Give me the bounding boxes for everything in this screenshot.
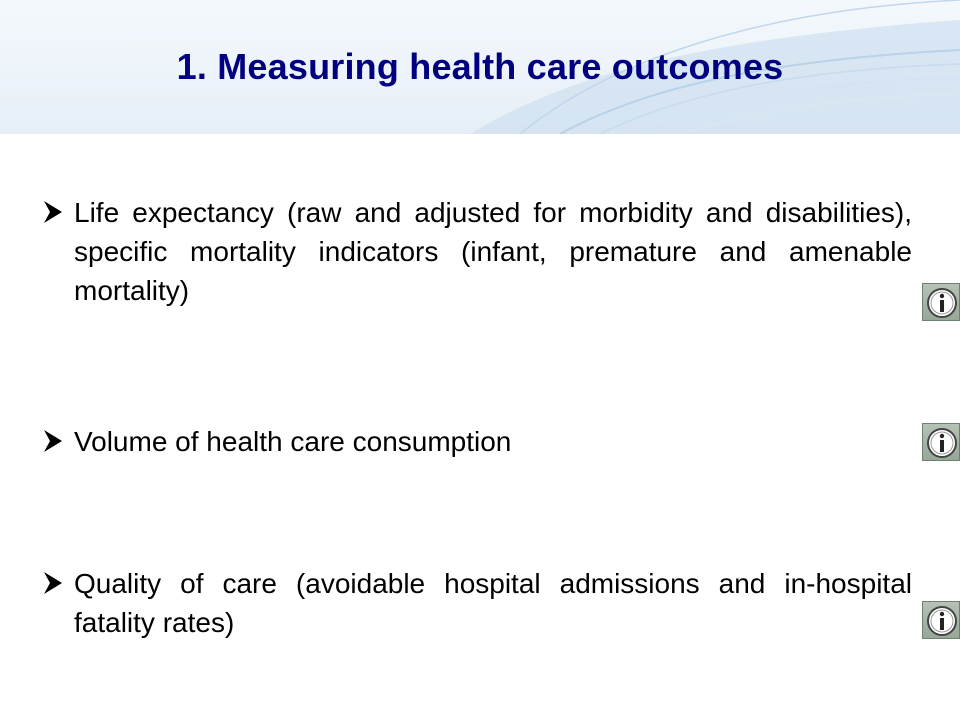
bullet-item-volume bbox=[42, 422, 912, 461]
bullet-item-quality bbox=[42, 564, 912, 642]
info-icon bbox=[925, 426, 959, 460]
info-button-quality[interactable] bbox=[922, 601, 960, 639]
arrow-bullet-icon bbox=[42, 426, 68, 456]
bullet-text: Life expectancy (raw and adjusted for morbidity and disabilities), specific mortality indicators (infant, premature and amenable mortality) bbox=[74, 197, 912, 306]
bullet-text: Quality of care (avoidable hospital admissions and in-hospital fatality rates) bbox=[74, 568, 912, 638]
info-button-volume[interactable] bbox=[922, 423, 960, 461]
info-icon bbox=[925, 604, 959, 638]
bullet-item-life-expectancy bbox=[42, 193, 912, 310]
arrow-bullet-icon bbox=[42, 568, 68, 598]
slide-title: 1. Measuring health care outcomes bbox=[176, 46, 784, 87]
info-icon bbox=[925, 286, 959, 320]
bullet-text: Volume of health care consumption bbox=[74, 426, 512, 457]
arrow-bullet-icon bbox=[42, 197, 68, 227]
info-button-life-expectancy[interactable] bbox=[922, 283, 960, 321]
